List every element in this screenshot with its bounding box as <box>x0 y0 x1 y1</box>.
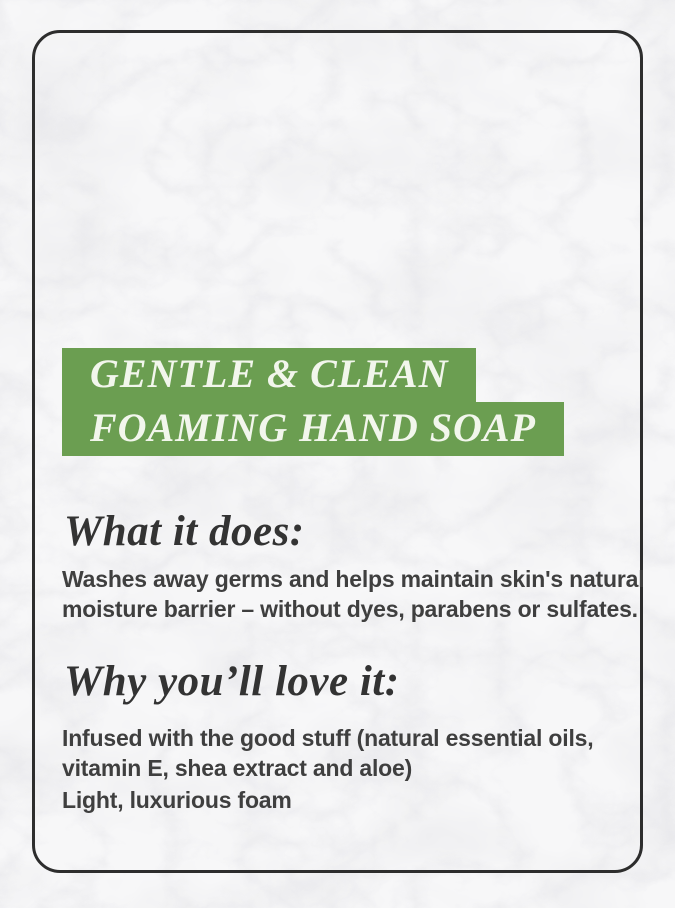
why-love-paragraph <box>62 723 593 783</box>
why-love-line-2: vitamin E, shea extract and aloe) <box>62 755 413 781</box>
title-banner <box>62 348 564 456</box>
product-title-line-2: FOAMING HAND SOAP <box>62 402 564 456</box>
section-heading-what-it-does: What it does: <box>64 508 305 555</box>
what-it-does-line-2: moisture barrier – without dyes, parabens or sulfates. <box>62 596 638 622</box>
what-it-does-paragraph <box>62 564 644 624</box>
foam-paragraph <box>62 785 292 815</box>
section-heading-why-youll-love-it: Why you’ll love it: <box>64 658 400 705</box>
product-title-line-1: GENTLE & CLEAN <box>62 348 476 402</box>
foam-line-1: Light, luxurious foam <box>62 787 292 813</box>
why-love-line-1: Infused with the good stuff (natural essential oils, <box>62 725 594 751</box>
what-it-does-line-1: Washes away germs and helps maintain skin's natural <box>62 566 645 592</box>
